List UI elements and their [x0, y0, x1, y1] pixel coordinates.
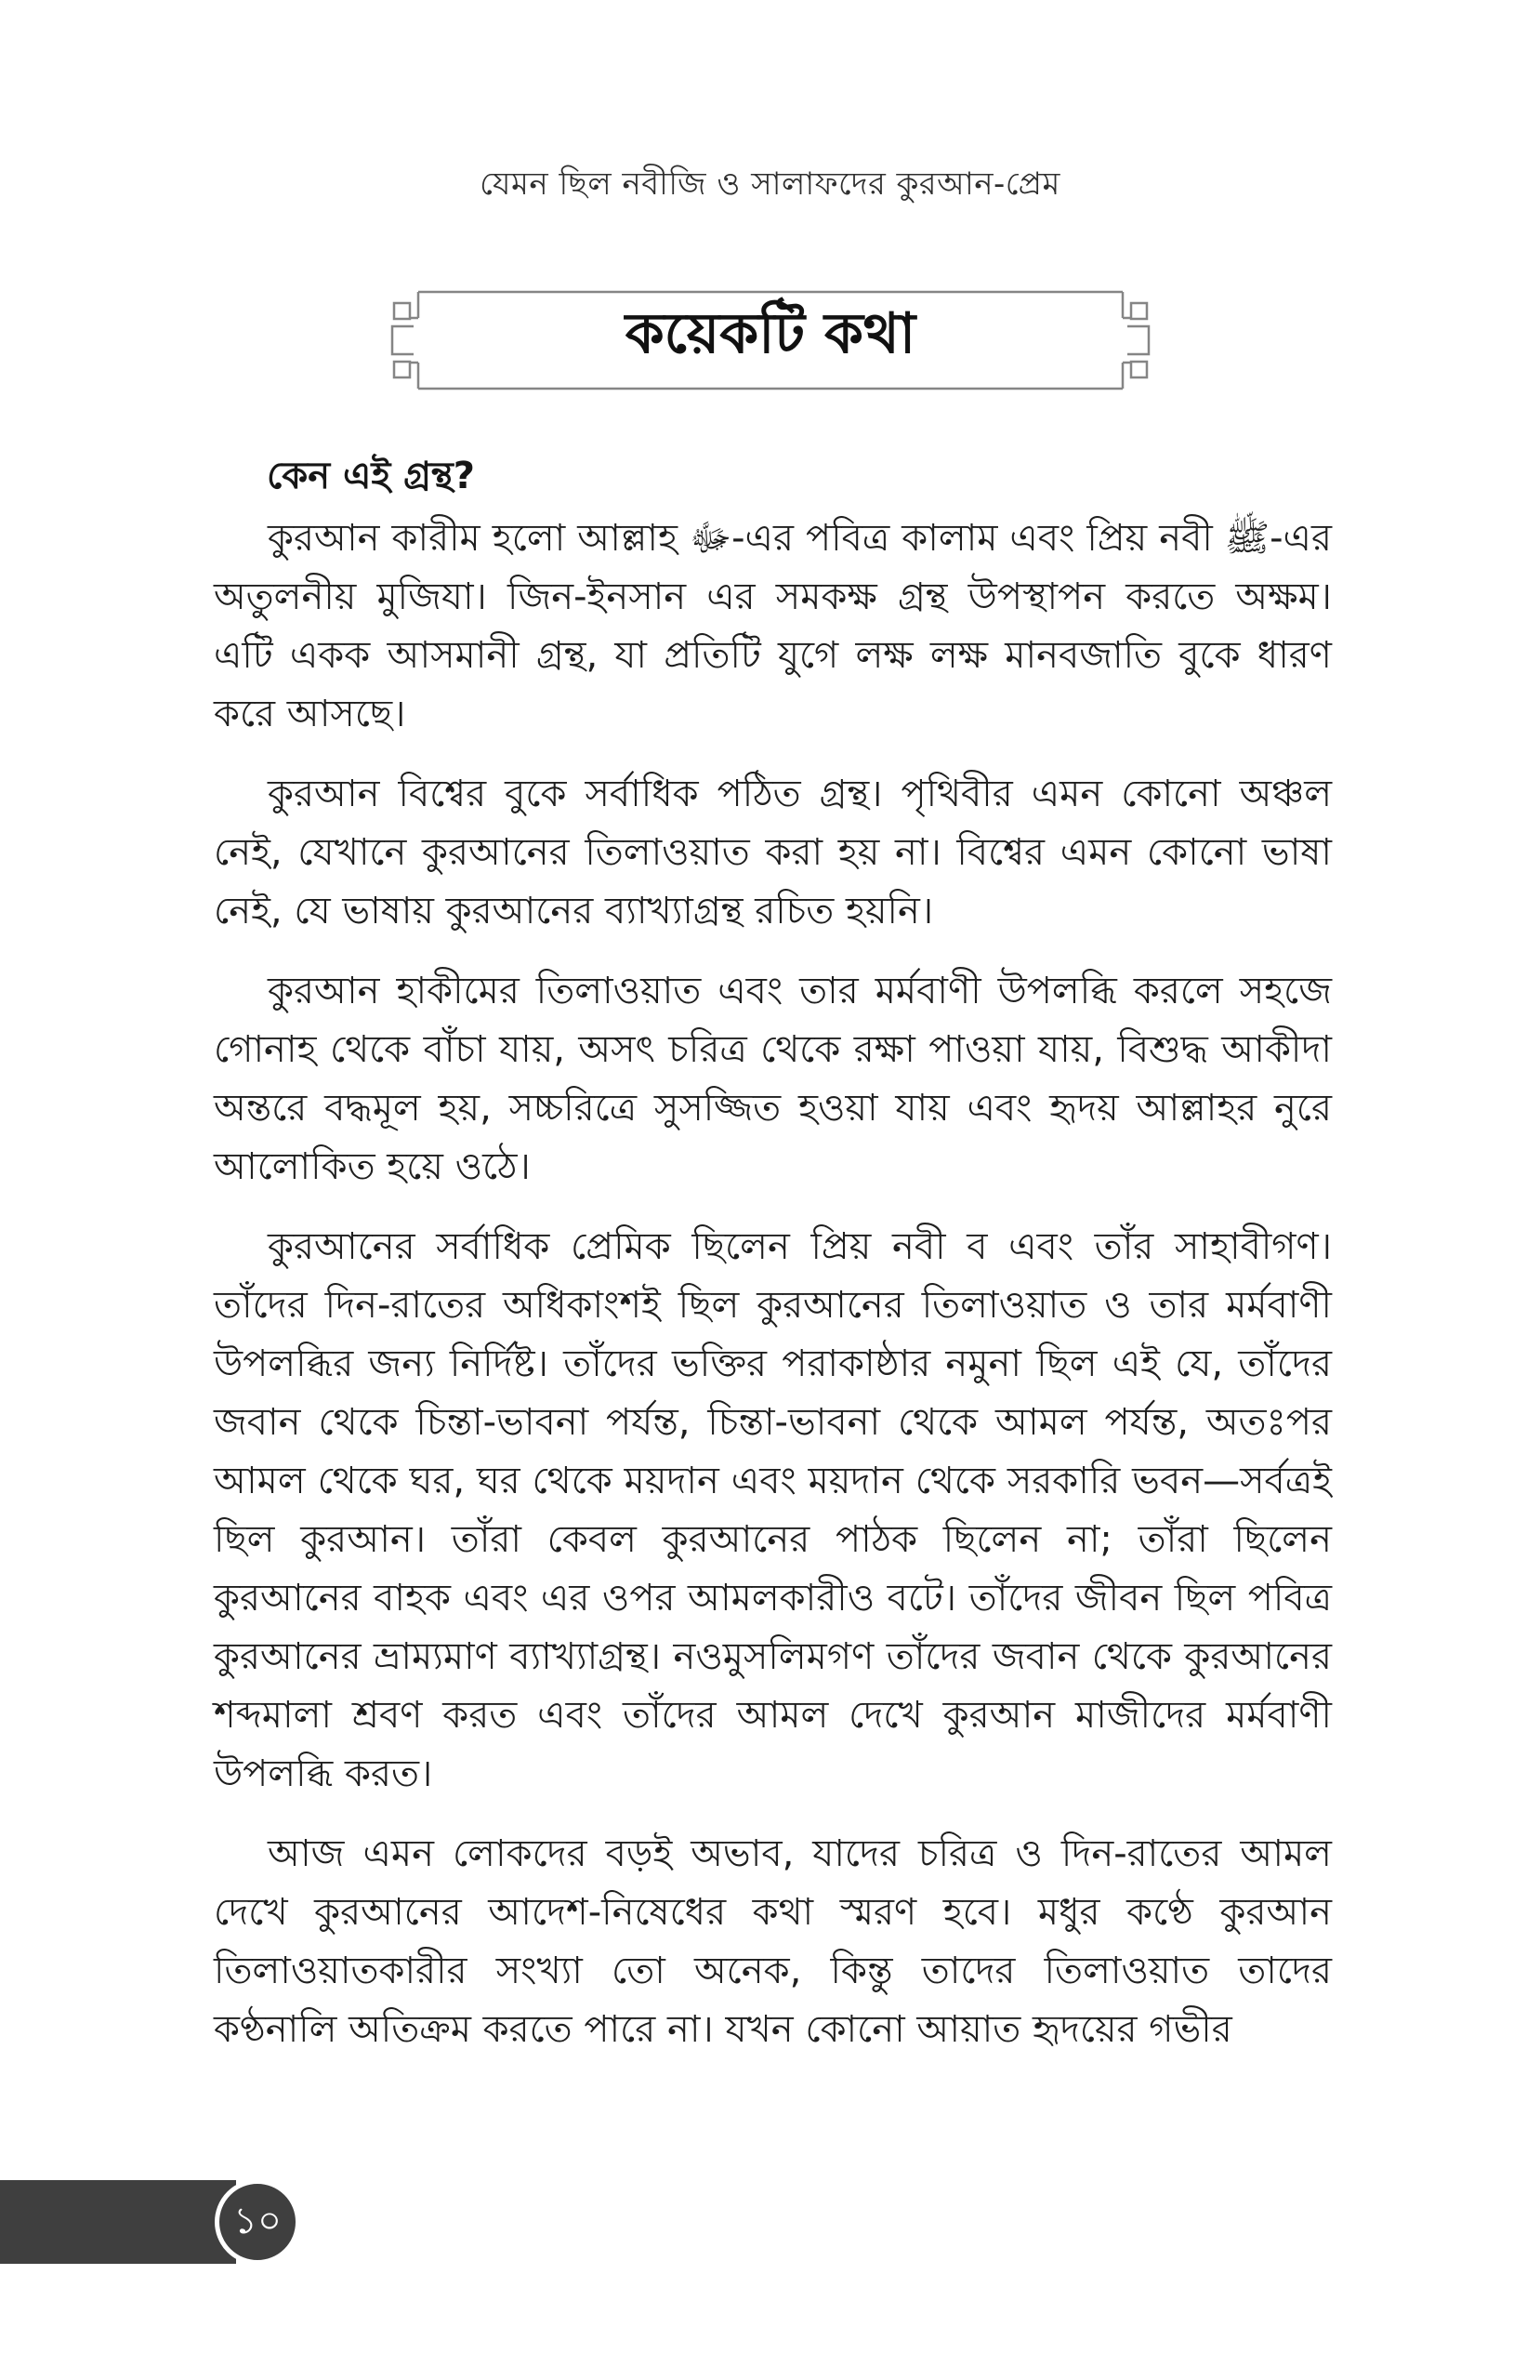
- paragraph: কুরআন হাকীমের তিলাওয়াত এবং তার মর্মবাণী উপলব্ধি করলে সহজে গোনাহ থেকে বাঁচা যায়, অসৎ চরিত্র থেকে রক্ষা পাওয়া যায়, বিশুদ্ধ আকীদা অন্তরে বদ্ধমূল হয়, সচ্চরিত্রে সুসজ্জিত হওয়া যায় এবং হৃদয় আল্লাহর নুরে আলোকিত হয়ে ওঠে।: [214, 970, 1332, 1188]
- chapter-title-box: [384, 288, 1157, 392]
- footer-bar: [0, 2180, 236, 2264]
- paragraph: আজ এমন লোকদের বড়ই অভাব, যাদের চরিত্র ও দিন-রাতের আমল দেখে কুরআনের আদেশ-নিষেধের কথা স্মরণ হবে। মধুর কণ্ঠে কুরআন তিলাওয়াতকারীর সংখ্যা তো অনেক, কিন্তু তাদের তিলাওয়াত তাদের কণ্ঠনালি অতিক্রম করতে পারে না। যখন কোনো আয়াত হৃদয়ের গভীর: [214, 1832, 1332, 2051]
- page-number: ১০: [233, 2199, 282, 2242]
- chapter-title: কয়েকটি কথা: [625, 301, 916, 366]
- paragraph: কুরআন বিশ্বের বুকে সর্বাধিক পঠিত গ্রন্থ। পৃথিবীর এমন কোনো অঞ্চল নেই, যেখানে কুরআনের তিলাওয়াত করা হয় না। বিশ্বের এমন কোনো ভাষা নেই, যে ভাষায় কুরআনের ব্যাখ্যাগ্রন্থ রচিত হয়নি।: [214, 773, 1332, 932]
- section-heading: কেন এই গ্রন্থ?: [267, 455, 475, 497]
- paragraph: কুরআন কারীম হলো আল্লাহ ﷻ-এর পবিত্র কালাম এবং প্রিয় নবী ﷺ-এর অতুলনীয় মুজিযা। জিন-ইনসান এর সমকক্ষ গ্রন্থ উপস্থাপন করতে অক্ষম। এটি একক আসমানী গ্রন্থ, যা প্রতিটি যুগে লক্ষ লক্ষ মানবজাতি বুকে ধারণ করে আসছে।: [214, 517, 1332, 735]
- page-number-badge: [215, 2179, 300, 2265]
- paragraph: কুরআনের সর্বাধিক প্রেমিক ছিলেন প্রিয় নবী ব এবং তাঁর সাহাবীগণ। তাঁদের দিন-রাতের অধিকাংশই ছিল কুরআনের তিলাওয়াত ও তার মর্মবাণী উপলব্ধির জন্য নির্দিষ্ট। তাঁদের ভক্তির পরাকাষ্ঠার নমুনা ছিল এই যে, তাঁদের জবান থেকে চিন্তা-ভাবনা পর্যন্ত, চিন্তা-ভাবনা থেকে আমল পর্যন্ত, অতঃপর আমল থেকে ঘর, ঘর থেকে ময়দান এবং ময়দান থেকে সরকারি ভবন—সর্বত্রই ছিল কুরআন। তাঁরা কেবল কুরআনের পাঠক ছিলেন না; তাঁরা ছিলেন কুরআনের বাহক এবং এর ওপর আমলকারীও বটে। তাঁদের জীবন ছিল পবিত্র কুরআনের ভ্রাম্যমাণ ব্যাখ্যাগ্রন্থ। নওমুসলিমগণ তাঁদের জবান থেকে কুরআনের শব্দমালা শ্রবণ করত এবং তাঁদের আমল দেখে কুরআন মাজীদের মর্মবাণী উপলব্ধি করত।: [214, 1225, 1332, 1795]
- body-text: [214, 509, 1332, 2081]
- running-header: যেমন ছিল নবীজি ও সালাফদের কুরআন-প্রেম: [480, 165, 1060, 203]
